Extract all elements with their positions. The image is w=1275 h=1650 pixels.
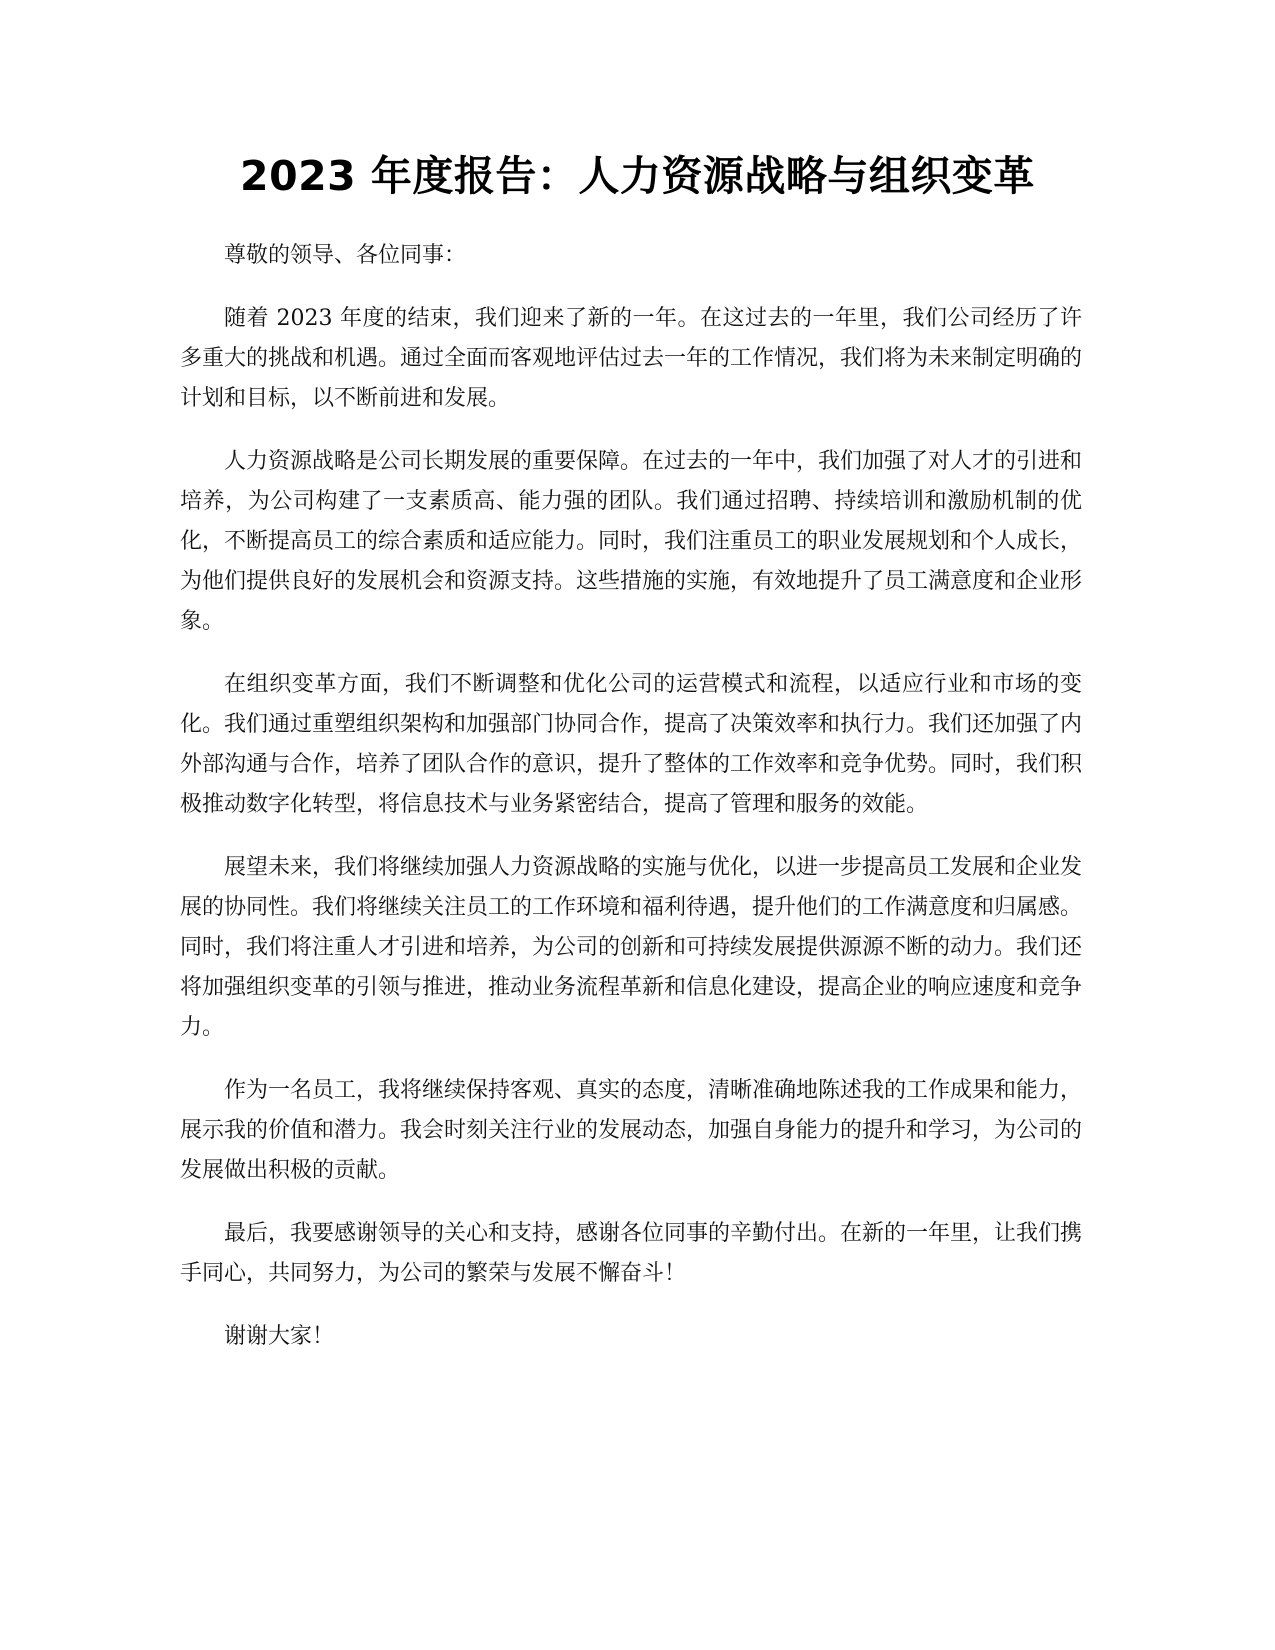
closing: 谢谢大家！ <box>224 1324 335 1349</box>
paragraph-org-change: 在组织变革方面，我们不断调整和优化公司的运营模式和流程，以适应行业和市场的变化。我们通过重塑组织架构和加强部门协同合作，提高了决策效率和执行力。我们还加强了内外部沟通与合作，培养了团队合作的意识，提升了整体的工作效率和竞争优势。同时，我们积极推动数字化转型，将信息技术与业务紧密结合，提高了管理和服务的效能。 <box>180 672 1083 817</box>
paragraph-outlook: 展望未来，我们将继续加强人力资源战略的实施与优化，以进一步提高员工发展和企业发展的协同性。我们将继续关注员工的工作环境和福利待遇，提升他们的工作满意度和归属感。同时，我们将注重人才引进和培养，为公司的创新和可持续发展提供源源不断的动力。我们还将加强组织变革的引领与推进，推动业务流程革新和信息化建设，提高企业的响应速度和竞争力。 <box>180 855 1083 1040</box>
paragraph-hr-strategy: 人力资源战略是公司长期发展的重要保障。在过去的一年中，我们加强了对人才的引进和培养，为公司构建了一支素质高、能力强的团队。我们通过招聘、持续培训和激励机制的优化，不断提高员工的综合素质和适应能力。同时，我们注重员工的职业发展规划和个人成长，为他们提供良好的发展机会和资源支持。这些措施的实施，有效地提升了员工满意度和企业形象。 <box>180 449 1083 634</box>
document-title: 2023 年度报告：人力资源战略与组织变革 <box>240 152 1035 200</box>
paragraph-thanks: 最后，我要感谢领导的关心和支持，感谢各位同事的辛勤付出。在新的一年里，让我们携手同心，共同努力，为公司的繁荣与发展不懈奋斗！ <box>180 1221 1083 1286</box>
salutation: 尊敬的领导、各位同事： <box>224 243 467 268</box>
document-body <box>180 236 1082 1380</box>
paragraph-personal: 作为一名员工，我将继续保持客观、真实的态度，清晰准确地陈述我的工作成果和能力，展示我的价值和潜力。我会时刻关注行业的发展动态，加强自身能力的提升和学习，为公司的发展做出积极的贡献。 <box>180 1078 1083 1183</box>
paragraph-intro: 随着 2023 年度的结束，我们迎来了新的一年。在这过去的一年里，我们公司经历了许多重大的挑战和机遇。通过全面而客观地评估过去一年的工作情况，我们将为未来制定明确的计划和目标，以不断前进和发展。 <box>180 306 1083 411</box>
